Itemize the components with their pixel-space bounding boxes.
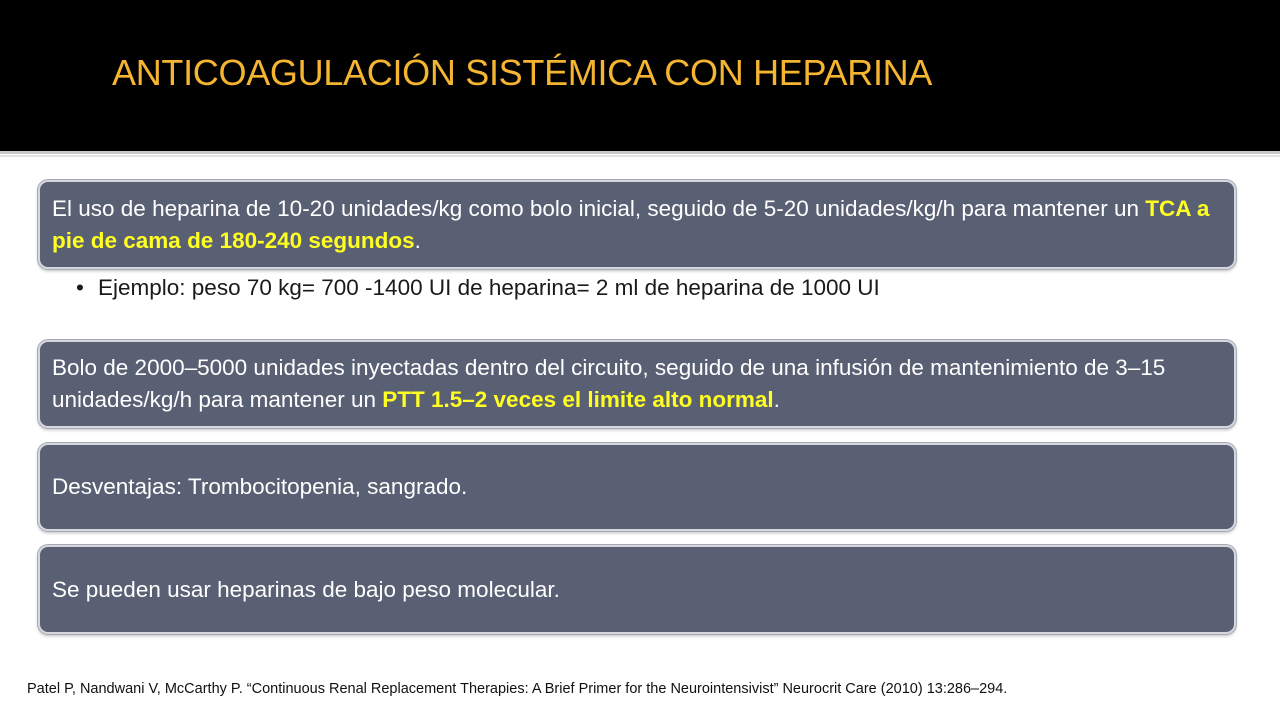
citation: Patel P, Nandwani V, McCarthy P. “Continuous Renal Replacement Therapies: A Brief Primer for the Neurointensivist” Neurocrit Care (2010) 13:286–294.: [27, 681, 1008, 697]
box-text: Se pueden usar heparinas de bajo peso molecular.: [52, 576, 560, 602]
box-highlight: PTT 1.5–2 veces el limite alto normal: [382, 387, 774, 412]
slide-title: ANTICOAGULACIÓN SISTÉMICA CON HEPARINA: [112, 52, 933, 93]
box-text-end: .: [773, 387, 780, 412]
content-box-disadvantages: [38, 443, 1236, 531]
box-paragraph: [52, 193, 1222, 257]
content-box-circuit-bolus: [38, 340, 1236, 428]
box-text-end: .: [414, 227, 421, 253]
title-divider-secondary: [0, 155, 1280, 157]
box-paragraph: [52, 352, 1222, 416]
title-divider: [0, 151, 1280, 154]
box-text: Bolo de 2000–5000 unidades inyectadas dentro del circuito, seguido de una infusión de mantenimiento de 3–15 unidades/kg/h para mantener un: [52, 355, 1166, 412]
box-text: El uso de heparina de 10-20 unidades/kg como bolo inicial, seguido de 5-20 unidades/kg/h para mantener un: [52, 195, 1146, 221]
bullet-marker: •: [76, 275, 84, 300]
content-box-bolus-dose: [38, 180, 1236, 269]
content-box-lmwh: [38, 545, 1236, 634]
title-bar: [0, 0, 1280, 151]
box-text: Desventajas: Trombocitopenia, sangrado.: [52, 474, 468, 499]
example-bullet: [76, 272, 880, 304]
box-highlight: TCA a pie de cama de 180-240 segundos: [52, 195, 1210, 253]
example-bullet-text: Ejemplo: peso 70 kg= 700 -1400 UI de heparina= 2 ml de heparina de 1000 UI: [98, 275, 880, 300]
